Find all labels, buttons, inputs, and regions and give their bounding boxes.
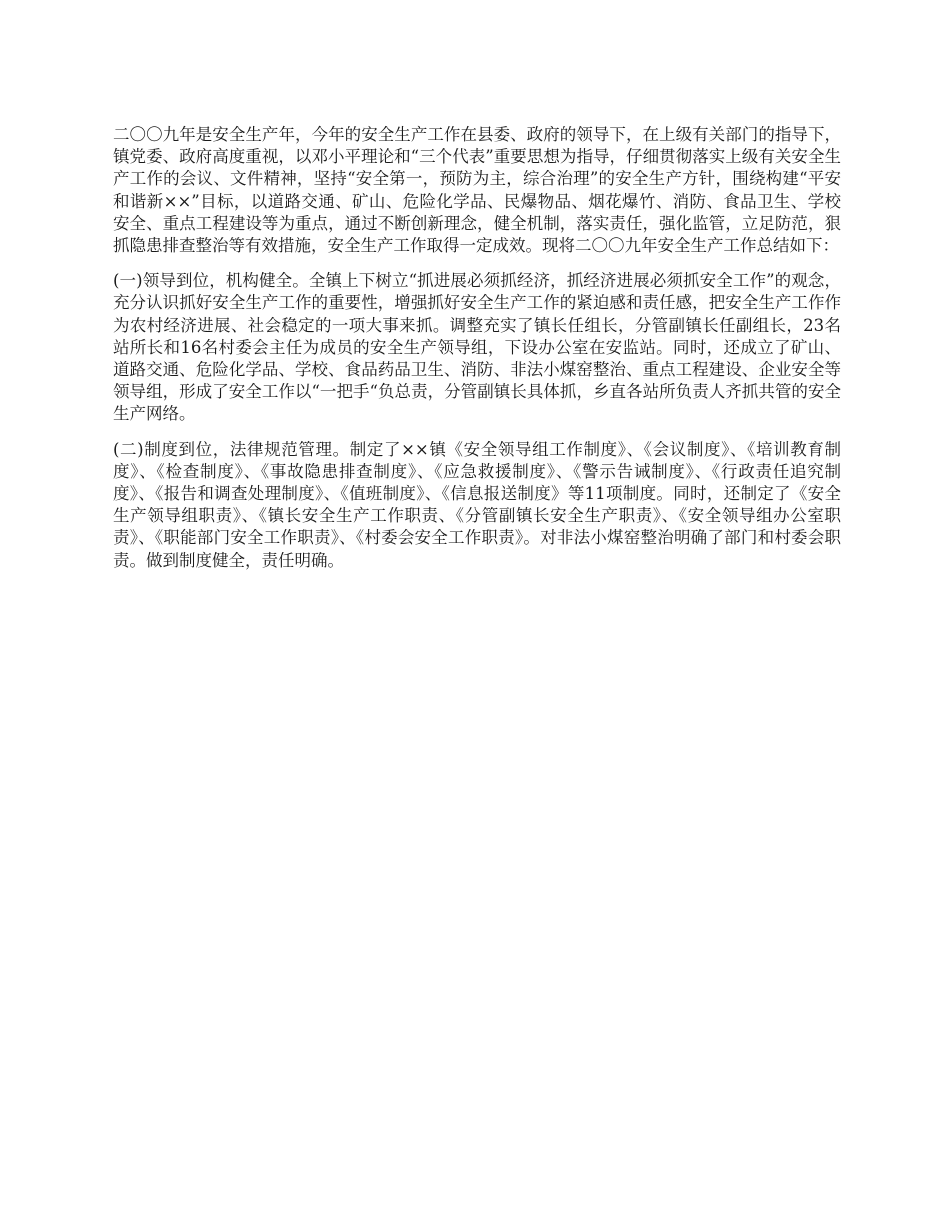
document-body [113, 124, 841, 585]
section-leadership-paragraph: (一)领导到位，机构健全。全镇上下树立“抓进展必须抓经济，抓经济进展必须抓安全工作”的观念，充分认识抓好安全生产工作的重要性，增强抓好安全生产工作的紧迫感和责任感，把安全生产工作作为农村经济进展、社会稳定的一项大事来抓。调整充实了镇长任组长，分管副镇长任副组长，23名站所长和16名村委会主任为成员的安全生产领导组，下设办公室在安监站。同时，还成立了矿山、道路交通、危险化学品、学校、食品药品卫生、消防、非法小煤窑整治、重点工程建设、企业安全等领导组，形成了安全工作以“一把手“负总责，分管副镇长具体抓，乡直各站所负责人齐抓共管的安全生产网络。 [113, 271, 841, 424]
intro-paragraph: 二〇〇九年是安全生产年，今年的安全生产工作在县委、政府的领导下，在上级有关部门的指导下，镇党委、政府高度重视，以邓小平理论和“三个代表”重要思想为指导，仔细贯彻落实上级有关安全生产工作的会议、文件精神，坚持“安全第一，预防为主，综合治理”的安全生产方针，围绕构建“平安和谐新××”目标，以道路交通、矿山、危险化学品、民爆物品、烟花爆竹、消防、食品卫生、学校安全、重点工程建设等为重点，通过不断创新理念，健全机制，落实责任，强化监管，立足防范，狠抓隐患排查整治等有效措施，安全生产工作取得一定成效。现将二〇〇九年安全生产工作总结如下： [113, 125, 841, 256]
section-regulations-paragraph: (二)制度到位，法律规范管理。制定了××镇《安全领导组工作制度》、《会议制度》、《培训教育制度》、《检查制度》、《事故隐患排查制度》、《应急救援制度》、《警示告诫制度》、《行政责任追究制度》、《报告和调查处理制度》、《值班制度》、《信息报送制度》等11项制度。同时，还制定了《安全生产领导组职责》、《镇长安全生产工作职责、《分管副镇长安全生产职责》、《安全领导组办公室职责》、《职能部门安全工作职责》、《村委会安全工作职责》。对非法小煤窑整治明确了部门和村委会职责。做到制度健全，责任明确。 [113, 439, 841, 570]
